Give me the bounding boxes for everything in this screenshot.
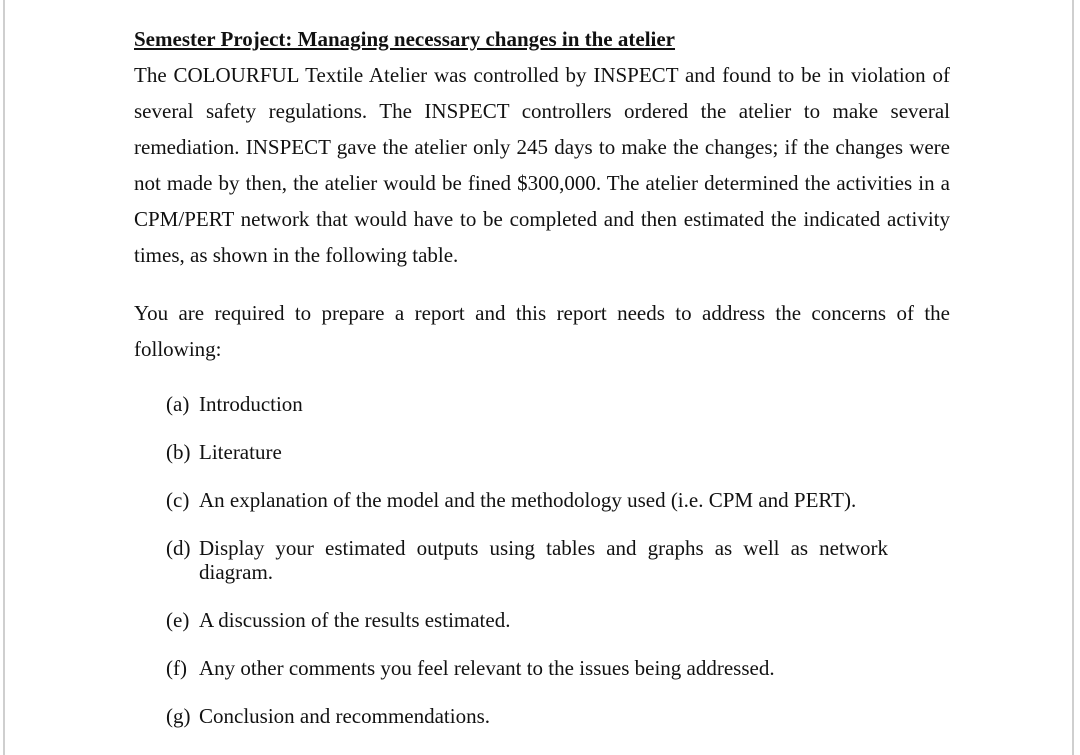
document-title: Semester Project: Managing necessary changes in the atelier (134, 27, 676, 51)
list-item-text: Display your estimated outputs using tables and graphs as well as network diagram. (199, 536, 888, 584)
document-body (134, 26, 950, 367)
list-item (166, 608, 888, 632)
list-item-text: An explanation of the model and the methodology used (i.e. CPM and PERT). (199, 488, 857, 512)
list-item (166, 392, 888, 416)
intro-paragraph: The COLOURFUL Textile Atelier was controlled by INSPECT and found to be in violation of several safety regulations. The INSPECT controllers ordered the atelier to make several remediation. INSPECT gave the atelier only 245 days to make the changes; if the changes were not made by then, the atelier would be fined $300,000. The atelier determined the activities in a CPM/PERT network that would have to be completed and then estimated the indicated activity times, as shown in the following table. (134, 63, 950, 267)
list-item (166, 704, 888, 728)
list-item (166, 488, 888, 512)
list-item-text: Conclusion and recommendations. (199, 704, 491, 728)
list-marker: (g) (166, 704, 191, 728)
list-marker: (d) (166, 536, 191, 560)
list-marker: (f) (166, 656, 187, 680)
list-item-text: A discussion of the results estimated. (199, 608, 511, 632)
list-item-text: Introduction (199, 392, 303, 416)
list-marker: (c) (166, 488, 190, 512)
list-item (166, 656, 888, 680)
list-marker: (b) (166, 440, 191, 464)
list-marker: (a) (166, 392, 190, 416)
list-item (166, 536, 888, 584)
requirements-list (166, 392, 888, 752)
document-page (3, 0, 1074, 755)
list-item-text: Literature (199, 440, 282, 464)
list-item-text: Any other comments you feel relevant to the issues being addressed. (199, 656, 775, 680)
list-item (166, 440, 888, 464)
list-marker: (e) (166, 608, 190, 632)
requirements-paragraph: You are required to prepare a report and this report needs to address the concerns of the following: (134, 301, 950, 361)
